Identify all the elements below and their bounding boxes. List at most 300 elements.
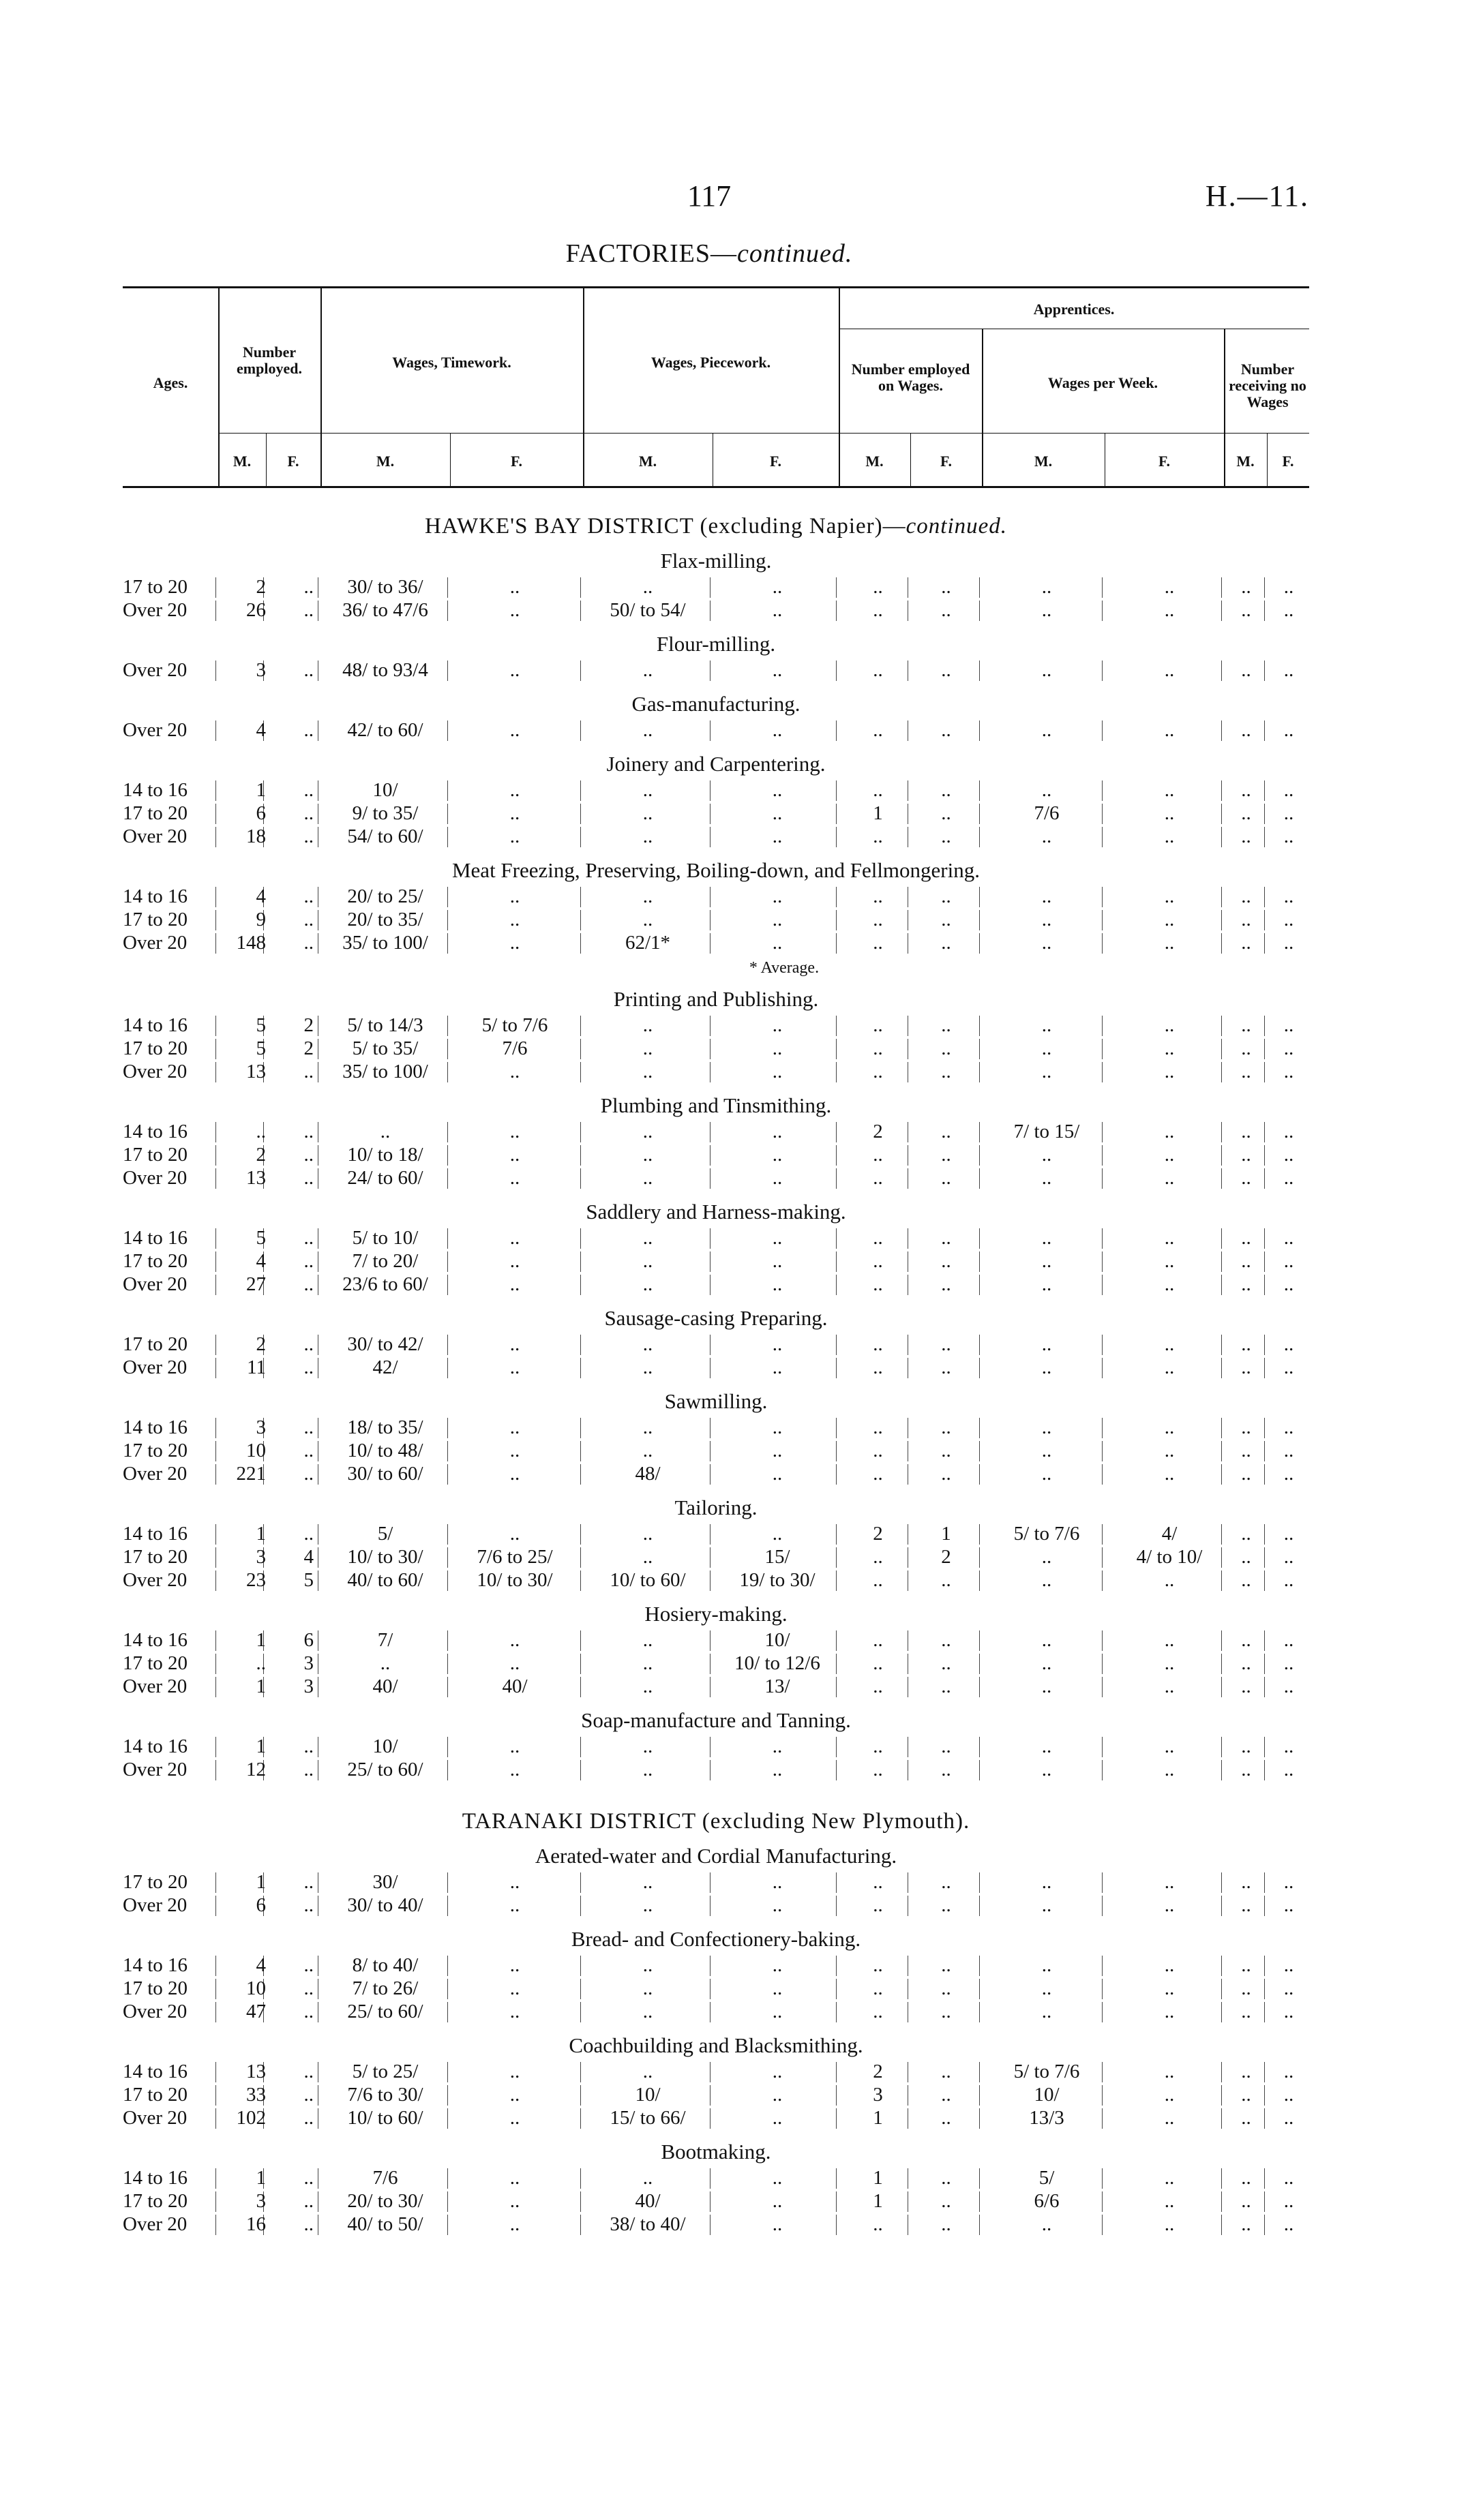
cell-piecework-f: .. [772, 779, 783, 801]
table-row [123, 932, 1309, 955]
cell-apprentice-number-f: 1 [941, 1523, 951, 1545]
cell-no-wages-m: .. [1241, 1759, 1251, 1780]
cell-timework-f: .. [509, 1227, 520, 1249]
industry-rows [123, 1014, 1309, 1084]
cell-no-wages-m: .. [1241, 1977, 1251, 1999]
cell-no-wages-m: .. [1241, 1061, 1251, 1082]
cell-apprentice-wages-f: .. [1164, 825, 1175, 847]
table-row [123, 909, 1309, 932]
table-row [123, 659, 1309, 682]
cell-apprentice-wages-m: .. [1041, 1333, 1052, 1355]
table-row [123, 1273, 1309, 1296]
cell-no-wages-m: .. [1241, 1569, 1251, 1591]
cell-apprentice-wages-m: 5/ to 7/6 [1013, 1523, 1080, 1545]
industry-rows [123, 1121, 1309, 1190]
cell-no-wages-f: .. [1283, 1954, 1294, 1976]
cell-age: 14 to 16 [123, 1121, 188, 1142]
cell-piecework-m: .. [642, 1250, 653, 1272]
cell-number-m: 3 [256, 1546, 266, 1568]
cell-no-wages-f: .. [1283, 825, 1294, 847]
cell-apprentice-number-m: 1 [873, 2167, 883, 2189]
cell-piecework-f: .. [772, 1759, 783, 1780]
cell-apprentice-number-m: 3 [873, 2084, 883, 2106]
cell-piecework-f: .. [772, 599, 783, 621]
cell-number-f: .. [303, 1273, 314, 1295]
cell-timework-f: 40/ [502, 1675, 528, 1697]
cell-piecework-m: .. [642, 2167, 653, 2189]
cell-apprentice-number-f: .. [941, 825, 951, 847]
cell-piecework-f: 15/ [764, 1546, 790, 1568]
cell-no-wages-m: .. [1241, 1675, 1251, 1697]
cell-timework-m: 40/ to 60/ [347, 1569, 423, 1591]
cell-piecework-m: .. [642, 1652, 653, 1674]
cell-number-m: 2 [256, 576, 266, 598]
cell-apprentice-number-m: .. [873, 1977, 883, 1999]
cell-apprentice-number-m: .. [873, 825, 883, 847]
cell-timework-f: .. [509, 599, 520, 621]
cell-piecework-m: .. [642, 825, 653, 847]
cell-piecework-f: .. [772, 1977, 783, 1999]
cell-age: 17 to 20 [123, 1144, 188, 1166]
cell-number-m: 18 [246, 825, 266, 847]
cell-apprentice-number-m: .. [873, 659, 883, 681]
cell-no-wages-f: .. [1283, 1416, 1294, 1438]
cell-number-m: 26 [246, 599, 266, 621]
industry-heading: Aerated-water and Cordial Manufacturing. [535, 1844, 897, 1868]
cell-no-wages-m: .. [1241, 2084, 1251, 2106]
cell-age: 14 to 16 [123, 2061, 188, 2082]
cell-apprentice-wages-f: .. [1164, 1675, 1175, 1697]
cell-no-wages-f: .. [1283, 1227, 1294, 1249]
cell-piecework-m: .. [642, 659, 653, 681]
cell-piecework-m: 62/1* [625, 932, 671, 954]
cell-apprentice-number-f: .. [941, 1977, 951, 1999]
industry-rows [123, 1871, 1309, 1917]
cell-apprentice-number-f: .. [941, 719, 951, 741]
cell-piecework-m: 10/ to 60/ [610, 1569, 686, 1591]
cell-apprentice-wages-m: .. [1041, 1759, 1052, 1780]
page-number: 117 [687, 179, 732, 213]
cell-apprentice-number-m: .. [873, 1061, 883, 1082]
cell-timework-m: 5/ to 35/ [352, 1037, 419, 1059]
cell-piecework-m: .. [642, 1061, 653, 1082]
cell-no-wages-f: .. [1283, 1014, 1294, 1036]
cell-age: Over 20 [123, 1569, 188, 1591]
cell-apprentice-wages-m: 5/ [1038, 2167, 1055, 2189]
cell-apprentice-wages-m: .. [1041, 1144, 1052, 1166]
table-row [123, 1227, 1309, 1250]
cell-piecework-f: .. [772, 2001, 783, 2022]
cell-apprentice-number-f: .. [941, 1675, 951, 1697]
table-row [123, 1037, 1309, 1061]
cell-apprentice-number-f: .. [941, 2061, 951, 2082]
cell-number-m: 23 [246, 1569, 266, 1591]
cell-apprentice-number-m: 2 [873, 2061, 883, 2082]
cell-timework-f: .. [509, 2107, 520, 2129]
cell-apprentice-number-f: .. [941, 932, 951, 954]
cell-age: Over 20 [123, 1675, 188, 1697]
cell-age: 17 to 20 [123, 1333, 188, 1355]
cell-piecework-m: .. [642, 1759, 653, 1780]
cell-apprentice-wages-m: .. [1041, 1546, 1052, 1568]
table-row [123, 1652, 1309, 1675]
header-app-number-no-wages: Number receiving no Wages [1229, 361, 1306, 411]
cell-piecework-f: .. [772, 1440, 783, 1461]
cell-no-wages-m: .. [1241, 2107, 1251, 2129]
cell-piecework-m: .. [642, 1416, 653, 1438]
cell-apprentice-number-f: .. [941, 1759, 951, 1780]
cell-age: Over 20 [123, 1356, 188, 1378]
header-app-wages-per-week: Wages per Week. [1047, 374, 1158, 391]
cell-age: Over 20 [123, 659, 188, 681]
cell-number-f: .. [303, 1463, 314, 1485]
industry-rows [123, 719, 1309, 742]
cell-apprentice-wages-m: 6/6 [1034, 2190, 1060, 2212]
cell-apprentice-number-f: .. [941, 1333, 951, 1355]
cell-apprentice-number-m: .. [873, 1463, 883, 1485]
cell-timework-m: 24/ to 60/ [347, 1167, 423, 1189]
industry-rows [123, 1629, 1309, 1699]
district-name-italic: continued. [906, 514, 1008, 538]
cell-number-f: .. [303, 1871, 314, 1893]
cell-apprentice-number-m: .. [873, 719, 883, 741]
cell-apprentice-number-f: .. [941, 2190, 951, 2212]
cell-timework-m: 10/ [372, 779, 398, 801]
table-row [123, 2213, 1309, 2236]
table-row [123, 2061, 1309, 2084]
title-italic: continued. [737, 239, 853, 268]
industry-heading: Gas-manufacturing. [631, 692, 801, 716]
cell-age: Over 20 [123, 1463, 188, 1485]
cell-apprentice-wages-f: .. [1164, 1463, 1175, 1485]
cell-apprentice-wages-m: .. [1041, 1977, 1052, 1999]
cell-no-wages-m: .. [1241, 2167, 1251, 2189]
cell-timework-f: .. [509, 1523, 520, 1545]
cell-piecework-m: .. [642, 1871, 653, 1893]
cell-no-wages-m: .. [1241, 885, 1251, 907]
cell-piecework-f: .. [772, 1273, 783, 1295]
cell-piecework-m: .. [642, 802, 653, 824]
cell-piecework-m: .. [642, 1167, 653, 1189]
cell-apprentice-number-f: .. [941, 1014, 951, 1036]
cell-age: 14 to 16 [123, 1227, 188, 1249]
cell-number-m: .. [256, 1121, 266, 1142]
cell-number-m: 148 [236, 932, 266, 954]
page-reference: H.—11. [1205, 179, 1309, 213]
cell-no-wages-f: .. [1283, 1569, 1294, 1591]
cell-number-f: .. [303, 2084, 314, 2106]
cell-apprentice-number-f: 2 [941, 1546, 951, 1568]
cell-piecework-f: 13/ [764, 1675, 790, 1697]
cell-apprentice-wages-f: .. [1164, 1144, 1175, 1166]
cell-apprentice-number-m: .. [873, 2213, 883, 2235]
cell-number-m: 13 [246, 1167, 266, 1189]
header-m: M. [376, 453, 395, 470]
cell-no-wages-f: .. [1283, 1061, 1294, 1082]
table-body [123, 504, 1309, 2241]
cell-no-wages-m: .. [1241, 1333, 1251, 1355]
cell-apprentice-number-m: .. [873, 1735, 883, 1757]
cell-piecework-m: .. [642, 576, 653, 598]
cell-timework-f: .. [509, 1333, 520, 1355]
cell-apprentice-wages-f: .. [1164, 1121, 1175, 1142]
cell-age: 17 to 20 [123, 2084, 188, 2106]
cell-apprentice-number-f: .. [941, 1629, 951, 1651]
cell-number-f: .. [303, 1523, 314, 1545]
cell-age: Over 20 [123, 1273, 188, 1295]
cell-timework-m: 30/ to 36/ [347, 576, 423, 598]
cell-age: Over 20 [123, 1759, 188, 1780]
cell-number-m: 3 [256, 659, 266, 681]
cell-apprentice-wages-f: .. [1164, 932, 1175, 954]
cell-age: 17 to 20 [123, 1652, 188, 1674]
cell-apprentice-wages-f: .. [1164, 576, 1175, 598]
cell-no-wages-m: .. [1241, 1954, 1251, 1976]
cell-apprentice-wages-m: .. [1041, 2001, 1052, 2022]
cell-piecework-f: .. [772, 1333, 783, 1355]
header-m: M. [865, 453, 884, 470]
cell-timework-f: .. [509, 1759, 520, 1780]
cell-no-wages-f: .. [1283, 2190, 1294, 2212]
cell-apprentice-number-f: .. [941, 576, 951, 598]
cell-piecework-m: .. [642, 1735, 653, 1757]
cell-piecework-f: 10/ to 12/6 [734, 1652, 820, 1674]
industry-heading: Printing and Publishing. [613, 987, 819, 1011]
cell-timework-m: 42/ to 60/ [347, 719, 423, 741]
cell-apprentice-number-m: .. [873, 1037, 883, 1059]
cell-apprentice-wages-f: .. [1164, 2213, 1175, 2235]
table-row [123, 1014, 1309, 1037]
industry-rows [123, 659, 1309, 682]
table-row [123, 885, 1309, 909]
cell-piecework-f: .. [772, 1121, 783, 1142]
cell-no-wages-m: .. [1241, 802, 1251, 824]
cell-number-m: 102 [236, 2107, 266, 2129]
cell-number-m: 27 [246, 1273, 266, 1295]
cell-apprentice-wages-m: .. [1041, 1416, 1052, 1438]
cell-timework-m: 30/ [372, 1871, 398, 1893]
cell-apprentice-number-f: .. [941, 2167, 951, 2189]
cell-piecework-f: .. [772, 1356, 783, 1378]
cell-piecework-m: .. [642, 2001, 653, 2022]
cell-apprentice-wages-f: .. [1164, 802, 1175, 824]
header-f: F. [1282, 453, 1294, 470]
cell-no-wages-f: .. [1283, 599, 1294, 621]
cell-no-wages-f: .. [1283, 1144, 1294, 1166]
cell-timework-m: 54/ to 60/ [347, 825, 423, 847]
table-row [123, 1629, 1309, 1652]
cell-timework-f: .. [509, 1894, 520, 1916]
cell-piecework-f: .. [772, 1250, 783, 1272]
cell-timework-m: 10/ to 30/ [347, 1546, 423, 1568]
table-row [123, 576, 1309, 599]
cell-number-f: .. [303, 2001, 314, 2022]
cell-number-m: 3 [256, 1416, 266, 1438]
header-f: F. [1158, 453, 1170, 470]
table-row [123, 1167, 1309, 1190]
table-row [123, 1523, 1309, 1546]
cell-number-m: 33 [246, 2084, 266, 2106]
table-row [123, 1144, 1309, 1167]
cell-no-wages-m: .. [1241, 1144, 1251, 1166]
cell-piecework-m: .. [642, 2061, 653, 2082]
cell-piecework-m: .. [642, 1629, 653, 1651]
cell-number-f: .. [303, 1121, 314, 1142]
cell-number-f: .. [303, 1227, 314, 1249]
cell-no-wages-f: .. [1283, 1735, 1294, 1757]
cell-apprentice-wages-f: .. [1164, 2167, 1175, 2189]
cell-apprentice-number-f: .. [941, 1227, 951, 1249]
cell-no-wages-m: .. [1241, 1440, 1251, 1461]
cell-no-wages-f: .. [1283, 1167, 1294, 1189]
industry-rows [123, 1735, 1309, 1782]
cell-piecework-f: .. [772, 1463, 783, 1485]
cell-no-wages-f: .. [1283, 932, 1294, 954]
cell-apprentice-wages-m: .. [1041, 885, 1052, 907]
cell-number-m: 1 [256, 1871, 266, 1893]
cell-timework-f: 7/6 [502, 1037, 528, 1059]
cell-no-wages-f: .. [1283, 719, 1294, 741]
cell-timework-m: 5/ [377, 1523, 393, 1545]
industry-rows [123, 1523, 1309, 1592]
cell-piecework-f: .. [772, 1523, 783, 1545]
cell-no-wages-m: .. [1241, 2190, 1251, 2212]
cell-apprentice-number-f: .. [941, 1273, 951, 1295]
cell-no-wages-f: .. [1283, 2084, 1294, 2106]
cell-number-m: 221 [236, 1463, 266, 1485]
cell-timework-m: 5/ to 25/ [352, 2061, 419, 2082]
cell-apprentice-wages-f: .. [1164, 1416, 1175, 1438]
cell-timework-m: 30/ to 60/ [347, 1463, 423, 1485]
cell-no-wages-m: .. [1241, 1523, 1251, 1545]
cell-no-wages-f: .. [1283, 1250, 1294, 1272]
cell-apprentice-number-f: .. [941, 1463, 951, 1485]
table-row [123, 1121, 1309, 1144]
cell-timework-f: .. [509, 1735, 520, 1757]
cell-apprentice-wages-f: .. [1164, 1333, 1175, 1355]
cell-timework-m: 7/ [377, 1629, 393, 1651]
cell-age: 14 to 16 [123, 1735, 188, 1757]
cell-no-wages-f: .. [1283, 1463, 1294, 1485]
cell-no-wages-m: .. [1241, 825, 1251, 847]
cell-age: 14 to 16 [123, 885, 188, 907]
cell-piecework-m: 40/ [635, 2190, 661, 2212]
cell-timework-m: 7/6 to 30/ [347, 2084, 423, 2106]
table-row [123, 1061, 1309, 1084]
table-row [123, 779, 1309, 802]
cell-apprentice-wages-m: .. [1041, 1037, 1052, 1059]
cell-number-f: .. [303, 1954, 314, 1976]
cell-apprentice-number-m: .. [873, 1144, 883, 1166]
table-row [123, 825, 1309, 849]
cell-age: 17 to 20 [123, 1546, 188, 1568]
industry-rows [123, 2061, 1309, 2130]
cell-piecework-f: .. [772, 1144, 783, 1166]
cell-piecework-m: .. [642, 1523, 653, 1545]
cell-timework-f: 5/ to 7/6 [481, 1014, 548, 1036]
cell-number-m: 13 [246, 2061, 266, 2082]
table-row [123, 2001, 1309, 2024]
table-row [123, 2167, 1309, 2190]
cell-apprentice-number-m: 1 [873, 2107, 883, 2129]
table-row [123, 1977, 1309, 2001]
header-m: M. [638, 453, 657, 470]
cell-apprentice-wages-f: .. [1164, 1652, 1175, 1674]
cell-number-f: .. [303, 1356, 314, 1378]
cell-number-f: .. [303, 885, 314, 907]
cell-no-wages-f: .. [1283, 1894, 1294, 1916]
cell-timework-m: 10/ to 60/ [347, 2107, 423, 2129]
cell-no-wages-f: .. [1283, 1759, 1294, 1780]
cell-age: Over 20 [123, 719, 188, 741]
cell-apprentice-number-f: .. [941, 2084, 951, 2106]
cell-no-wages-f: .. [1283, 1273, 1294, 1295]
cell-piecework-m: .. [642, 1356, 653, 1378]
cell-timework-f: .. [509, 2001, 520, 2022]
industry-heading: Sausage-casing Preparing. [604, 1306, 828, 1330]
header-m: M. [1034, 453, 1053, 470]
cell-no-wages-m: .. [1241, 1894, 1251, 1916]
cell-age: 14 to 16 [123, 1954, 188, 1976]
cell-timework-f: .. [509, 1871, 520, 1893]
cell-no-wages-m: .. [1241, 1463, 1251, 1485]
cell-apprentice-wages-m: .. [1041, 719, 1052, 741]
cell-apprentice-number-m: .. [873, 2001, 883, 2022]
cell-timework-f: .. [509, 1121, 520, 1142]
cell-piecework-f: .. [772, 1416, 783, 1438]
cell-timework-f: .. [509, 909, 520, 930]
cell-number-m: 2 [256, 1333, 266, 1355]
cell-no-wages-f: .. [1283, 2001, 1294, 2022]
header-apprentices: Apprentices. [1033, 301, 1115, 318]
header-wages-timework: Wages, Timework. [392, 354, 511, 371]
cell-piecework-m: .. [642, 1273, 653, 1295]
cell-timework-f: .. [509, 2190, 520, 2212]
cell-number-m: 6 [256, 1894, 266, 1916]
cell-timework-m: 23/6 to 60/ [342, 1273, 428, 1295]
cell-age: 17 to 20 [123, 909, 188, 930]
cell-timework-m: .. [380, 1652, 391, 1674]
cell-timework-f: 10/ to 30/ [477, 1569, 553, 1591]
cell-apprentice-wages-f: .. [1164, 1273, 1175, 1295]
cell-apprentice-number-f: .. [941, 909, 951, 930]
cell-timework-m: 10/ to 48/ [347, 1440, 423, 1461]
table-row [123, 599, 1309, 622]
cell-piecework-m: 50/ to 54/ [610, 599, 686, 621]
cell-piecework-m: .. [642, 1894, 653, 1916]
cell-timework-f: .. [509, 1273, 520, 1295]
cell-no-wages-m: .. [1241, 1037, 1251, 1059]
cell-piecework-f: .. [772, 1871, 783, 1893]
cell-no-wages-f: .. [1283, 1523, 1294, 1545]
cell-piecework-m: 10/ [635, 2084, 661, 2106]
cell-piecework-f: .. [772, 885, 783, 907]
cell-no-wages-m: .. [1241, 659, 1251, 681]
cell-age: 14 to 16 [123, 1523, 188, 1545]
cell-apprentice-wages-m: .. [1041, 909, 1052, 930]
cell-no-wages-m: .. [1241, 599, 1251, 621]
cell-timework-f: .. [509, 2167, 520, 2189]
cell-apprentice-wages-m: .. [1041, 659, 1052, 681]
header-m: M. [233, 453, 252, 470]
cell-apprentice-number-m: .. [873, 1546, 883, 1568]
cell-no-wages-f: .. [1283, 576, 1294, 598]
table-row [123, 1759, 1309, 1782]
cell-apprentice-wages-f: .. [1164, 719, 1175, 741]
cell-piecework-m: .. [642, 1675, 653, 1697]
cell-apprentice-wages-m: .. [1041, 779, 1052, 801]
cell-no-wages-f: .. [1283, 1675, 1294, 1697]
